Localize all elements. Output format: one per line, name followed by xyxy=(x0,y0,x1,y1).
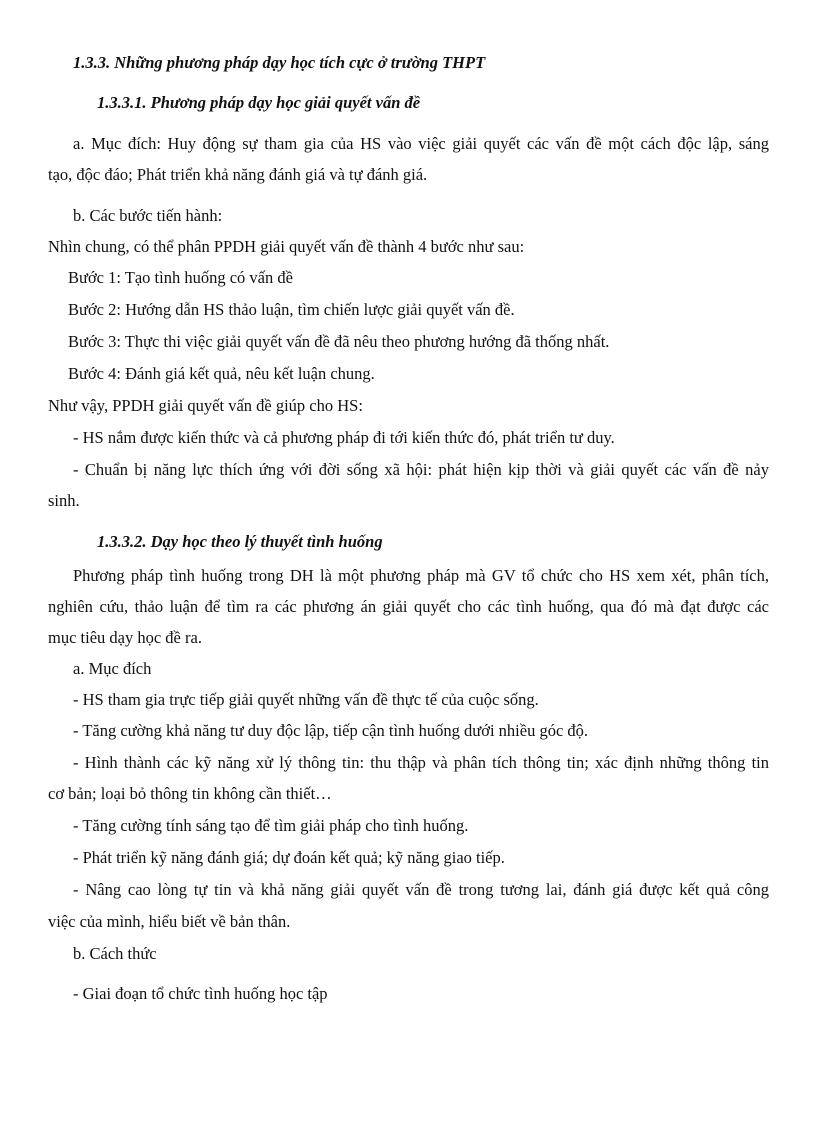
list-item: - Nâng cao lòng tự tin và khả năng giải quyết vấn đề trong tương lai, đánh giá được kết quả công xyxy=(73,880,769,899)
paragraph-line: Phương pháp tình huống trong DH là một phương pháp mà GV tổ chức cho HS xem xét, phân tích, xyxy=(73,566,769,585)
step-item: Bước 3: Thực thi việc giải quyết vấn đề đã nêu theo phương hướng đã thống nhất. xyxy=(68,332,610,351)
list-item: - HS tham gia trực tiếp giải quyết những vấn đề thực tế của cuộc sống. xyxy=(73,690,539,709)
list-item: - Giai đoạn tổ chức tình huống học tập xyxy=(73,984,328,1003)
list-item: - Chuẩn bị năng lực thích ứng với đời sống xã hội: phát hiện kịp thời và giải quyết các vấn đề nảy xyxy=(73,460,769,479)
subsection-title: b. Cách thức xyxy=(73,944,157,963)
paragraph-line: Như vậy, PPDH giải quyết vấn đề giúp cho HS: xyxy=(48,396,363,415)
step-item: Bước 1: Tạo tình huống có vấn đề xyxy=(68,268,293,287)
list-item-continuation: sinh. xyxy=(48,491,80,510)
section-heading-1-3-3-1: 1.3.3.1. Phương pháp dạy học giải quyết vấn đề xyxy=(97,93,421,112)
list-item: - Tăng cường khả năng tư duy độc lập, tiếp cận tình huống dưới nhiều góc độ. xyxy=(73,721,589,740)
subsection-title: b. Các bước tiến hành: xyxy=(73,206,223,225)
list-item: - Phát triển kỹ năng đánh giá; dự đoán kết quả; kỹ năng giao tiếp. xyxy=(73,848,505,867)
paragraph-line: mục tiêu dạy học đề ra. xyxy=(48,628,202,647)
list-item-continuation: cơ bản; loại bỏ thông tin không cần thiết… xyxy=(48,784,332,803)
list-item: - Hình thành các kỹ năng xử lý thông tin: thu thập và phân tích thông tin; xác định những thông tin xyxy=(73,753,769,772)
list-item-continuation: việc của mình, hiểu biết về bản thân. xyxy=(48,912,291,931)
paragraph-line: a. Mục đích: Huy động sự tham gia của HS vào việc giải quyết các vấn đề một cách độc lập, sáng xyxy=(73,134,769,153)
step-item: Bước 4: Đánh giá kết quả, nêu kết luận chung. xyxy=(68,364,375,383)
step-item: Bước 2: Hướng dẫn HS thảo luận, tìm chiến lược giải quyết vấn đề. xyxy=(68,300,515,319)
section-heading-1-3-3-2: 1.3.3.2. Dạy học theo lý thuyết tình huống xyxy=(97,532,383,551)
section-heading-1-3-3: 1.3.3. Những phương pháp dạy học tích cực ở trường THPT xyxy=(73,53,486,72)
list-item: - Tăng cường tính sáng tạo để tìm giải pháp cho tình huống. xyxy=(73,816,469,835)
list-item: - HS nắm được kiến thức và cả phương pháp đi tới kiến thức đó, phát triển tư duy. xyxy=(73,428,615,447)
paragraph-line: Nhìn chung, có thể phân PPDH giải quyết vấn đề thành 4 bước như sau: xyxy=(48,237,525,256)
subsection-title: a. Mục đích xyxy=(73,659,152,678)
paragraph-line: tạo, độc đáo; Phát triển khả năng đánh giá và tự đánh giá. xyxy=(48,165,428,184)
paragraph-line: nghiên cứu, thảo luận để tìm ra các phương án giải quyết cho các tình huống, qua đó mà đạt được các xyxy=(48,597,769,616)
